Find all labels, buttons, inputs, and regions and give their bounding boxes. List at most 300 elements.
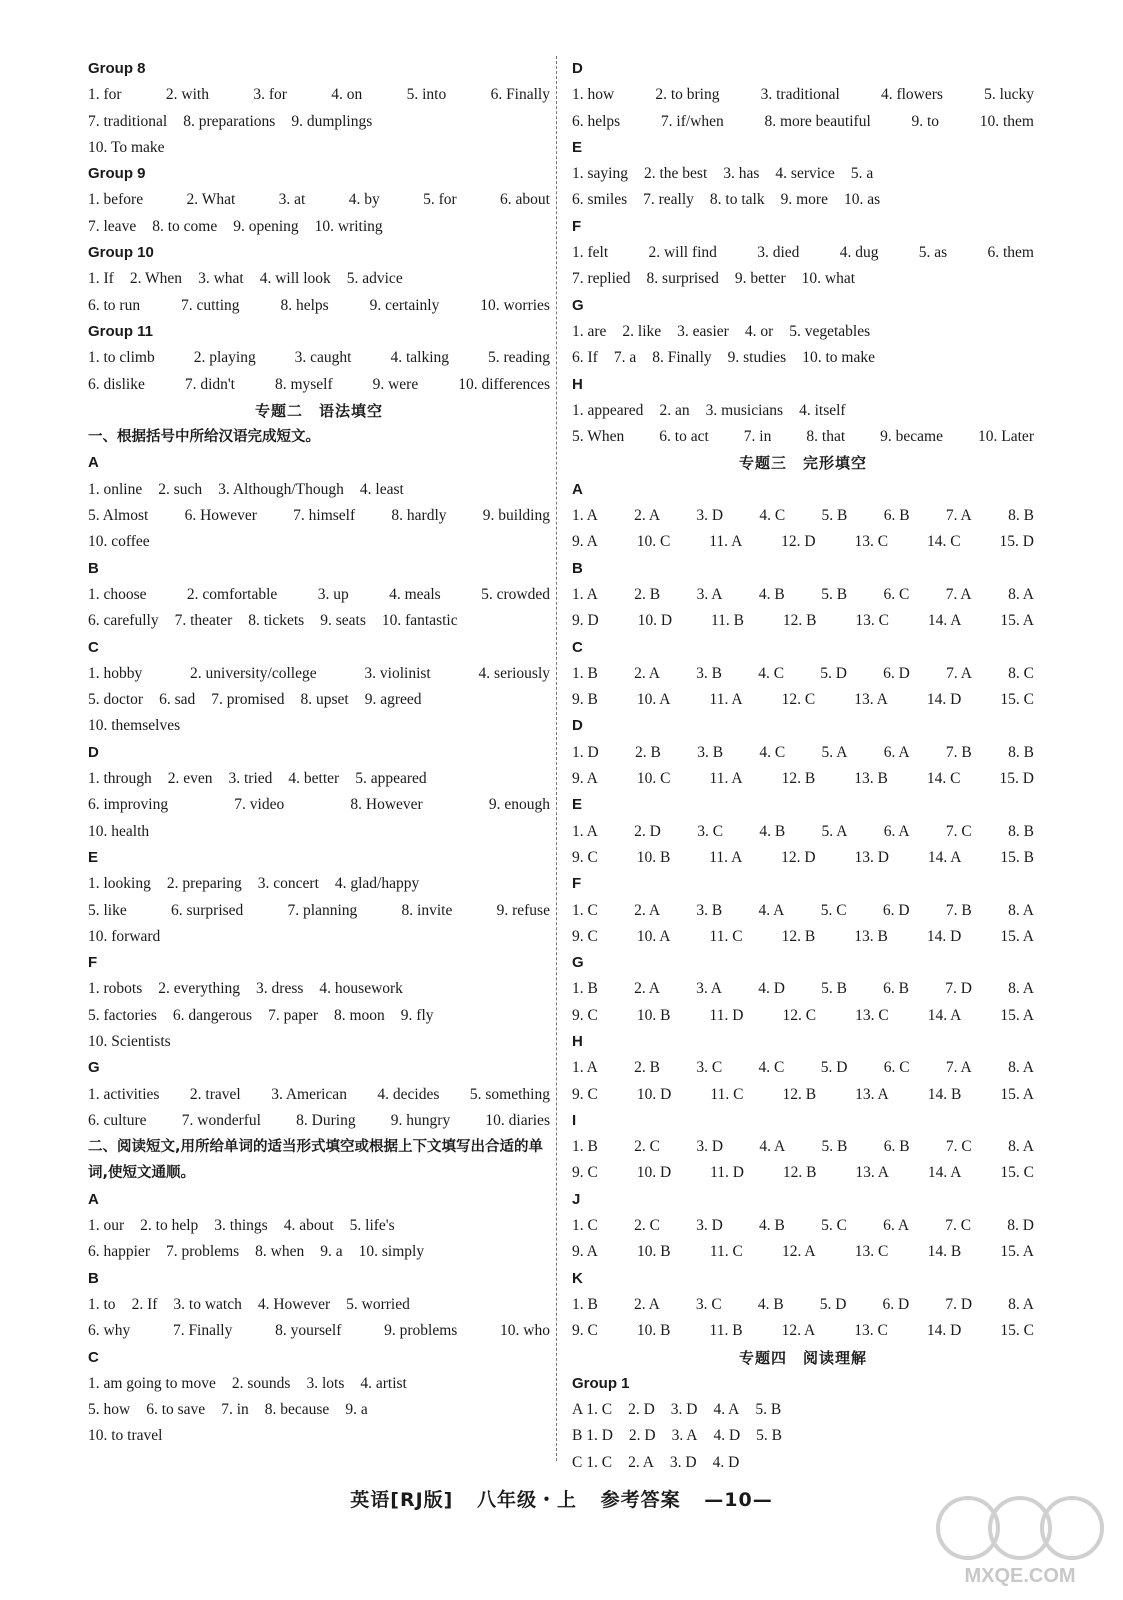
answer-item: 7. B: [945, 901, 972, 919]
answer-item: 4. by: [348, 191, 380, 209]
answer-line: [572, 1239, 1034, 1265]
answer-item: 4. B: [757, 1295, 784, 1313]
answer-item: 9. fly: [400, 1006, 434, 1024]
section-heading: G: [572, 954, 584, 972]
answer-item: 13. A: [855, 1085, 889, 1103]
answer-item: 2. preparing: [166, 875, 242, 893]
answer-item: 12. C: [782, 1006, 817, 1024]
answer-line: [572, 1082, 1034, 1108]
answer-item: 12. D: [781, 533, 816, 551]
section-heading: J: [572, 1190, 581, 1208]
answer-item: 3. for: [253, 86, 287, 104]
answer-item: 6. D: [882, 1295, 910, 1313]
answer-item: 6. them: [987, 244, 1034, 262]
answer-item: 8. myself: [274, 375, 333, 393]
answer-item: 2. playing: [193, 349, 256, 367]
answer-item: 2. A: [628, 1453, 654, 1471]
answer-item: 5. worried: [346, 1295, 410, 1313]
answer-item: 7. in: [221, 1401, 249, 1419]
answer-item: 3. what: [198, 270, 244, 288]
answer-line: [572, 924, 1034, 950]
answer-item: 4. about: [283, 1217, 334, 1235]
answer-item: 14. B: [927, 1243, 962, 1261]
answer-item: 6. about: [500, 191, 550, 209]
answer-item: 6. A: [883, 822, 910, 840]
answer-item: 4. C: [759, 507, 786, 525]
answer-item: 7. paper: [268, 1006, 318, 1024]
answer-item: 1. A: [572, 507, 598, 525]
answer-line: [88, 109, 550, 135]
answer-item: 9. enough: [488, 796, 550, 814]
section-heading: C: [572, 638, 583, 656]
answer-item: 2. A: [634, 507, 661, 525]
answer-item: 5. B: [756, 1427, 783, 1445]
answer-item: 6. B: [883, 1138, 910, 1156]
answer-line: [88, 503, 550, 529]
answer-item: 4. service: [775, 165, 835, 183]
answer-item: 4. A: [713, 1401, 740, 1419]
answer-item: 5. B: [821, 980, 847, 998]
answer-line: [88, 293, 550, 319]
answer-item: 8. A: [1008, 1138, 1034, 1156]
answer-line: [88, 1239, 550, 1265]
answer-item: 2. B: [634, 585, 661, 603]
answer-item: 9. building: [482, 507, 550, 525]
answer-item: 10. fantastic: [381, 612, 458, 630]
answer-item: 15. A: [1000, 612, 1034, 630]
answer-item: 8. to talk: [709, 191, 765, 209]
answer-line: [88, 819, 550, 845]
footer-subject: 英语[RJ版]: [350, 1489, 454, 1511]
answer-item: 15. A: [1000, 1243, 1034, 1261]
answer-item: 1. for: [88, 86, 122, 104]
answer-item: 10. A: [636, 927, 671, 945]
answer-item: 8. A: [1008, 1295, 1034, 1313]
answer-item: 1. B: [572, 980, 598, 998]
section-heading: Group 9: [88, 165, 146, 183]
answer-item: 8. to come: [152, 217, 218, 235]
answer-item: 9. C: [572, 1085, 598, 1103]
answer-item: 6. If: [572, 349, 598, 367]
answer-line: [572, 1134, 1034, 1160]
answer-item: 8. moon: [333, 1006, 385, 1024]
section-heading: Group 8: [88, 60, 146, 77]
answer-line: [88, 82, 550, 108]
answer-item: 2. sounds: [231, 1374, 291, 1392]
answer-item: 1. felt: [572, 244, 609, 262]
answer-item: 10. A: [636, 691, 671, 709]
answer-item: 4. B: [759, 822, 786, 840]
answer-item: 8. During: [296, 1111, 356, 1129]
answer-item: 10. C: [636, 533, 671, 551]
answer-line: [88, 1082, 550, 1108]
answer-line: [572, 187, 1034, 213]
answer-item: 8. hardly: [391, 507, 447, 525]
answer-item: 13. C: [855, 612, 889, 630]
answer-item: 9. better: [734, 270, 786, 288]
answer-item: 5. a: [850, 165, 874, 183]
answer-item: 9. hungry: [390, 1111, 451, 1129]
answer-item: 7. if/when: [660, 112, 724, 130]
answer-item: 8. A: [1008, 980, 1034, 998]
answer-item: 4. glad/happy: [334, 875, 420, 893]
answer-item: 10. B: [636, 848, 671, 866]
answer-item: 3. violinist: [364, 664, 431, 682]
answer-item: 10. themselves: [88, 717, 181, 735]
answer-item: 5. like: [88, 901, 127, 919]
section-heading: H: [572, 1032, 583, 1050]
answer-item: 9. problems: [384, 1322, 458, 1340]
answer-item: 8. A: [1008, 585, 1034, 603]
answer-line: [572, 109, 1034, 135]
answer-item: 14. A: [927, 1006, 962, 1024]
answer-line: [88, 1397, 550, 1423]
answer-item: 5. doctor: [88, 691, 144, 709]
answer-item: 15. C: [1000, 691, 1034, 709]
answer-item: 1. B: [572, 1138, 598, 1156]
answer-line: [572, 345, 1034, 371]
answer-line: [572, 766, 1034, 792]
answer-item: 2. the best: [643, 165, 708, 183]
answer-item: 10. D: [636, 1164, 672, 1182]
answer-item: 6. to run: [88, 296, 141, 314]
answer-item: 6. to act: [659, 428, 709, 446]
answer-item: 8. A: [1008, 901, 1034, 919]
answer-item: 6. dangerous: [172, 1006, 253, 1024]
answer-line: [572, 82, 1034, 108]
answer-item: 12. B: [782, 612, 817, 630]
answer-item: 4. itself: [799, 401, 846, 419]
answer-line: [572, 582, 1034, 608]
answer-item: 2. When: [129, 270, 183, 288]
answer-item: 2. If: [131, 1295, 158, 1313]
answer-item: 15. A: [1000, 927, 1034, 945]
answer-item: 4. D: [713, 1427, 741, 1445]
answer-item: 8. A: [1008, 1059, 1034, 1077]
answer-item: 3. D: [696, 1138, 724, 1156]
answer-item: 15. B: [1000, 848, 1034, 866]
answer-item: 9. C: [572, 1164, 598, 1182]
answer-item: 1. to: [88, 1295, 116, 1313]
answer-item: 5. A: [821, 743, 848, 761]
answer-item: 8. surprised: [646, 270, 719, 288]
answer-item: 5. lucky: [984, 86, 1034, 104]
answer-line: [88, 372, 550, 398]
answer-item: 7. video: [234, 796, 285, 814]
answer-item: 11. A: [709, 691, 743, 709]
answer-line: [88, 1213, 550, 1239]
answer-item: 3. A: [671, 1427, 698, 1445]
answer-item: 7. C: [945, 1138, 972, 1156]
answer-line: [88, 898, 550, 924]
answer-item: 9. B: [572, 691, 598, 709]
answer-item: 12. B: [782, 1085, 817, 1103]
answer-item: 14. B: [927, 1085, 962, 1103]
answer-item: 2. to help: [140, 1217, 199, 1235]
answer-item: 9. C: [572, 848, 598, 866]
answer-item: 9. opening: [233, 217, 299, 235]
answer-item: 15. A: [1000, 1006, 1034, 1024]
answer-item: 5. how: [88, 1401, 131, 1419]
instruction-text: 二、阅读短文,用所给单词的适当形式填空或根据上下文填写出合适的单词,使短文通顺。: [88, 1139, 544, 1182]
answer-item: 8. yourself: [275, 1322, 342, 1340]
answer-line: [88, 582, 550, 608]
answer-item: 8. upset: [300, 691, 349, 709]
answer-item: 8. when: [255, 1243, 305, 1261]
answer-item: 6. to save: [146, 1401, 206, 1419]
answer-item: 10. diaries: [485, 1111, 550, 1129]
answer-item: 3. D: [669, 1453, 697, 1471]
answer-item: 3. C: [697, 822, 724, 840]
answer-item: 9. agreed: [364, 691, 422, 709]
answer-item: 11. D: [710, 1164, 744, 1182]
section-heading: G: [572, 296, 584, 314]
answer-item: 3. B: [696, 901, 723, 919]
answer-line: [88, 1318, 550, 1344]
answer-item: 11. A: [709, 533, 743, 551]
answer-item: 10. worries: [480, 296, 550, 314]
answer-line: [88, 713, 550, 739]
answer-item: 6. improving: [88, 796, 169, 814]
answer-item: 4. B: [759, 1217, 785, 1235]
answer-item: 5. B: [821, 507, 848, 525]
answer-item: 7. traditional: [88, 112, 168, 130]
answer-item: 14. A: [927, 848, 962, 866]
answer-item: 8. However: [350, 796, 423, 814]
answer-line: [572, 1003, 1034, 1029]
answer-item: 15. D: [999, 533, 1034, 551]
answer-line: [572, 687, 1034, 713]
answer-item: 12. B: [782, 1164, 817, 1182]
answer-item: 2. like: [622, 322, 662, 340]
answer-item: 7. A: [945, 507, 972, 525]
answer-item: 9. seats: [320, 612, 366, 630]
answer-item: 12. A: [781, 1322, 816, 1340]
answer-item: 7. wonderful: [181, 1111, 261, 1129]
answer-item: 3. died: [757, 244, 800, 262]
answer-line: [88, 214, 550, 240]
answer-line: [572, 819, 1034, 845]
answer-item: 14. D: [926, 927, 962, 945]
answer-item: 4. on: [331, 86, 363, 104]
answer-item: 3. C: [696, 1059, 723, 1077]
answer-item: 9. A: [572, 1243, 598, 1261]
answer-item: 4. housework: [319, 980, 403, 998]
answer-item: 3. dress: [256, 980, 304, 998]
answer-item: 4. least: [359, 480, 404, 498]
answer-item: 10. D: [636, 1085, 672, 1103]
answer-item: 3. concert: [257, 875, 319, 893]
answer-item: 15. D: [999, 770, 1034, 788]
answer-item: 10. simply: [358, 1243, 425, 1261]
answer-item: 4. B: [758, 585, 785, 603]
answer-item: 12. D: [781, 848, 816, 866]
answer-item: 3. C: [695, 1295, 722, 1313]
instruction-text: 一、根据括号中所给汉语完成短文。: [88, 429, 320, 446]
answer-item: 4. C: [758, 664, 785, 682]
answer-item: 3. A: [696, 980, 722, 998]
answer-item: 7. Finally: [172, 1322, 233, 1340]
answer-line: [88, 608, 550, 634]
answer-item: 10. forward: [88, 927, 161, 945]
answer-item: A 1. C: [572, 1401, 613, 1419]
answer-line: [572, 1160, 1034, 1186]
answer-line: [88, 345, 550, 371]
answer-item: 3. easier: [677, 322, 729, 340]
answer-item: 4. artist: [360, 1374, 407, 1392]
answer-item: 9. dumplings: [291, 112, 373, 130]
answer-item: 3. has: [723, 165, 760, 183]
answer-item: 1. are: [572, 322, 607, 340]
answer-item: 3. B: [696, 664, 722, 682]
answer-item: 2. travel: [189, 1085, 241, 1103]
answer-item: 4. will look: [259, 270, 331, 288]
answer-line: [88, 1108, 550, 1134]
answer-line: [572, 661, 1034, 687]
answer-item: 7. leave: [88, 217, 137, 235]
answer-line: [88, 924, 550, 950]
answer-item: 10. health: [88, 822, 150, 840]
answer-item: 2. D: [628, 1427, 656, 1445]
answer-item: 6. helps: [572, 112, 621, 130]
answer-item: 7. A: [945, 1059, 972, 1077]
answer-item: 11. A: [709, 848, 743, 866]
answer-item: 2. B: [634, 1059, 661, 1077]
answer-item: 10. C: [636, 770, 671, 788]
answer-item: 3. things: [214, 1217, 268, 1235]
section-heading: A: [88, 1190, 99, 1208]
answer-item: 4. better: [288, 770, 340, 788]
answer-item: 7. problems: [165, 1243, 240, 1261]
section-heading: I: [572, 1111, 577, 1129]
answer-item: 9. refuse: [496, 901, 550, 919]
answer-item: 10. who: [500, 1322, 550, 1340]
topic-title: 专题四 阅读理解: [738, 1348, 867, 1367]
answer-item: 1. appeared: [572, 401, 644, 419]
answer-item: 9. to: [911, 112, 940, 130]
answer-line: [572, 503, 1034, 529]
answer-item: 8. B: [1008, 507, 1034, 525]
answer-item: 1. A: [572, 1059, 598, 1077]
answer-item: 7. D: [945, 980, 972, 998]
answer-item: 6. A: [883, 1217, 910, 1235]
answer-item: 7. B: [945, 743, 972, 761]
answer-item: B 1. D: [572, 1427, 613, 1445]
answer-item: 14. A: [927, 612, 962, 630]
answer-line: [88, 1292, 550, 1318]
answer-item: 7. cutting: [181, 296, 240, 314]
answer-item: 5. something: [469, 1085, 550, 1103]
answer-item: 3. tried: [228, 770, 273, 788]
answer-line: [572, 1397, 1034, 1423]
section-heading: Group 10: [88, 244, 154, 262]
answer-item: 4. D: [712, 1453, 740, 1471]
answer-item: 4. A: [758, 901, 785, 919]
topic-title: 专题三 完形填空: [738, 454, 867, 473]
answer-item: 12. B: [781, 927, 816, 945]
answer-item: 7. didn't: [184, 375, 235, 393]
answer-item: 1. C: [572, 901, 598, 919]
answer-item: 4. decides: [377, 1085, 440, 1103]
answer-item: 5. C: [821, 1217, 847, 1235]
answer-item: 1. A: [572, 585, 598, 603]
answer-item: 7. A: [946, 664, 972, 682]
answer-item: 3. D: [670, 1401, 698, 1419]
answer-item: 10. D: [637, 612, 673, 630]
footer-grade: 八年级・上: [476, 1489, 577, 1511]
answer-item: 10. to travel: [88, 1427, 163, 1445]
answer-item: 5. When: [572, 428, 625, 446]
answer-item: 1. looking: [88, 875, 151, 893]
answer-item: 2. What: [186, 191, 236, 209]
answer-item: 10. differences: [458, 375, 550, 393]
answer-item: 6. carefully: [88, 612, 159, 630]
section-heading: Group 1: [572, 1374, 630, 1392]
answer-item: 11. D: [709, 1006, 744, 1024]
right-column: [572, 56, 1034, 1476]
answer-line: [88, 792, 550, 818]
answer-item: 3. up: [317, 585, 349, 603]
section-heading: D: [572, 717, 583, 735]
answer-item: 5. C: [820, 901, 847, 919]
section-heading: F: [572, 875, 582, 893]
answer-line: [88, 687, 550, 713]
answer-item: 2. C: [634, 1217, 660, 1235]
answer-item: 2. A: [634, 980, 660, 998]
answer-item: 13. A: [855, 1164, 889, 1182]
section-heading: B: [88, 559, 99, 577]
answer-item: 12. C: [781, 691, 816, 709]
answer-item: 7. D: [945, 1295, 973, 1313]
left-column: [88, 56, 550, 1450]
section-heading: B: [572, 559, 583, 577]
topic-title: 专题二 语法填空: [254, 401, 383, 420]
answer-item: C 1. C: [572, 1453, 613, 1471]
answer-line: [88, 266, 550, 292]
answer-line: [572, 976, 1034, 1002]
answer-item: 4. seriously: [478, 664, 550, 682]
answer-item: 12. A: [782, 1243, 816, 1261]
answer-item: 5. Almost: [88, 507, 149, 525]
answer-item: 10. Later: [978, 428, 1034, 446]
answer-item: 5. B: [821, 1138, 848, 1156]
answer-item: 6. D: [882, 901, 910, 919]
answer-line: [572, 240, 1034, 266]
answer-item: 15. C: [1000, 1322, 1034, 1340]
answer-item: 8. invite: [401, 901, 453, 919]
answer-item: 1. how: [572, 86, 615, 104]
answer-line: [572, 845, 1034, 871]
answer-item: 13. C: [854, 533, 889, 551]
answer-item: 5. A: [821, 822, 848, 840]
answer-line: [572, 1055, 1034, 1081]
answer-item: 10. To make: [88, 138, 165, 156]
answer-item: 4. or: [744, 322, 774, 340]
answer-line: [572, 740, 1034, 766]
answer-item: 10. B: [636, 1006, 671, 1024]
answer-line: [88, 661, 550, 687]
answer-item: 1. A: [572, 822, 598, 840]
answer-item: 11. C: [709, 1243, 743, 1261]
answer-item: 10. as: [843, 191, 881, 209]
answer-item: 9. A: [572, 533, 598, 551]
answer-item: 7. himself: [293, 507, 356, 525]
answer-item: 9. became: [880, 428, 943, 446]
answer-item: 6. However: [184, 507, 257, 525]
answer-item: 3. A: [696, 585, 723, 603]
section-heading: B: [88, 1269, 99, 1287]
answer-item: 9. studies: [727, 349, 787, 367]
